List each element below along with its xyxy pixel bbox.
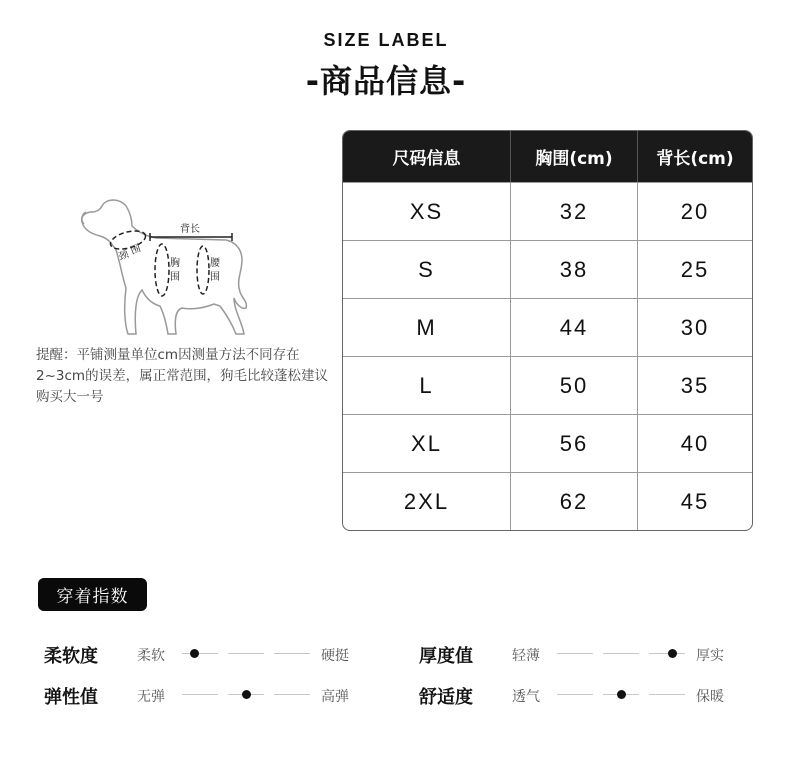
neck-measure-loop	[109, 228, 148, 253]
back-length-cell: 20	[680, 198, 710, 224]
metric-label: 柔软度	[44, 646, 98, 667]
chest-cell: 44	[511, 299, 638, 356]
table-row	[343, 472, 752, 530]
page-title: -商品信息-	[305, 62, 467, 100]
metric-high-label: 厚实	[696, 648, 724, 664]
metric-comfort	[419, 683, 739, 708]
metric-low-label: 无弹	[137, 689, 165, 705]
chest-label-part2: 围	[170, 272, 180, 283]
table-row	[343, 414, 752, 472]
waist-label-part2: 围	[210, 272, 220, 283]
size-table-header	[343, 131, 752, 182]
chest-cell: 56	[511, 415, 638, 472]
metric-label: 弹性值	[44, 687, 98, 708]
metric-track	[182, 694, 310, 695]
size-cell: S	[343, 241, 511, 298]
size-cell: XS	[343, 183, 511, 240]
chest-cell: 62	[511, 473, 638, 530]
table-row	[343, 356, 752, 414]
chest-label-part1: 胸	[170, 258, 180, 269]
back-label: 背长	[180, 224, 200, 235]
metric-level-dot	[190, 649, 199, 658]
header-size: 尺码信息	[343, 131, 511, 182]
metric-label: 厚度值	[419, 646, 473, 667]
size-cell: M	[343, 299, 511, 356]
size-cell: XL	[343, 415, 511, 472]
header-chest: 胸围(cm)	[511, 131, 638, 182]
metric-track	[182, 653, 310, 654]
back-length-cell: 30	[680, 314, 710, 340]
header-back-length: 背长(cm)	[656, 149, 734, 169]
metric-low-label: 轻薄	[512, 648, 540, 664]
page-title-en: SIZE LABEL	[323, 30, 449, 50]
table-row	[343, 182, 752, 240]
waist-measure-loop	[197, 246, 209, 294]
chest-cell: 38	[511, 241, 638, 298]
wear-index-title: 穿着指数	[38, 578, 147, 611]
waist-label-part1: 腰	[210, 258, 220, 269]
neck-label-part2: 围	[129, 243, 143, 257]
metric-level-dot	[242, 690, 251, 699]
metric-low-label: 柔软	[137, 648, 165, 664]
metric-high-label: 硬挺	[321, 648, 349, 664]
size-cell: L	[343, 357, 511, 414]
metric-label: 舒适度	[419, 687, 473, 708]
metric-low-label: 透气	[512, 689, 540, 705]
measurement-note: 提醒：平铺测量单位cm因测量方法不同存在2~3cm的误差，属正常范围，狗毛比较蓬松建议购买大一号	[36, 347, 329, 405]
back-length-cell: 25	[680, 256, 710, 282]
metric-high-label: 高弹	[321, 689, 349, 705]
back-length-cell: 45	[680, 488, 710, 514]
size-table	[342, 130, 753, 531]
dog-outline	[82, 200, 247, 334]
metric-track	[557, 653, 685, 654]
chest-cell: 32	[511, 183, 638, 240]
metric-level-dot	[617, 690, 626, 699]
dog-measurement-illustration	[76, 192, 254, 344]
back-length-cell: 35	[680, 372, 710, 398]
metric-level-dot	[668, 649, 677, 658]
metric-elasticity	[44, 683, 364, 708]
back-length-cell: 40	[680, 430, 710, 456]
chest-cell: 50	[511, 357, 638, 414]
neck-label-part1: 颈	[117, 249, 131, 263]
metric-high-label: 保暖	[696, 689, 724, 705]
table-row	[343, 240, 752, 298]
size-cell: 2XL	[343, 473, 511, 530]
metric-thickness	[419, 642, 739, 667]
metric-track	[557, 694, 685, 695]
metric-softness	[44, 642, 364, 667]
chest-measure-loop	[155, 244, 169, 296]
table-row	[343, 298, 752, 356]
